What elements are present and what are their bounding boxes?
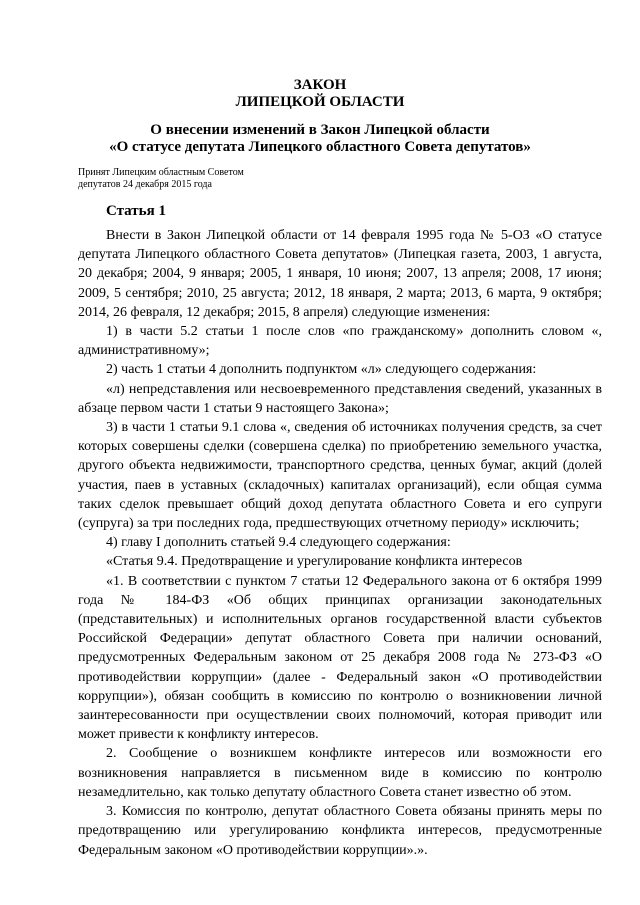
paragraph-article-9-4-heading: «Статья 9.4. Предотвращение и урегулирование конфликта интересов <box>106 554 523 570</box>
article-body <box>78 226 602 860</box>
paragraph-item-2: 2) часть 1 статьи 4 дополнить подпунктом «л» следующего содержания: <box>106 362 537 378</box>
law-subject-line2: «О статусе депутата Липецкого областного Совета депутатов» <box>109 139 531 155</box>
paragraph-intro: Внести в Закон Липецкой области от 14 февраля 1995 года № 5-ОЗ «О статусе депутата Липецкого областного Совета депутатов» (Липецкая газета, 2003, 1 августа, 20 декабря; 2004, 9 января; 2005, 1 января, 10 июня; 2007, 13 апреля; 2008, 17 июня; 2009, 5 сентября; 2010, 25 августа; 2012, 18 января, 2 марта; 2013, 6 марта, 9 октября; 2014, 26 февраля, 12 декабря; 2015, 8 апреля) следующие изменения: <box>78 228 602 320</box>
law-subject-line1: О внесении изменений в Закон Липецкой области <box>150 122 490 138</box>
article-heading: Статья 1 <box>106 203 166 219</box>
adoption-note <box>78 167 378 191</box>
paragraph-item-1: 1) в части 5.2 статьи 1 после слов «по гражданскому» дополнить словом «, административному»; <box>78 324 602 359</box>
law-title: ЗАКОН <box>293 77 347 93</box>
paragraph-item-3: 3) в части 1 статьи 9.1 слова «, сведения об источниках получения средств, за счет которых совершены сделки (совершена сделка) по приобретению земельного участка, другого объекта недвижимости, транспортного средства, ценных бумаг, акций (долей участия, паев в уставных (складочных) капиталах организаций), если общая сумма таких сделок превышает общий доход депутата областного Совета и его супруги (супруга) за три последних года, предшествующих отчетному периоду» исключить; <box>78 420 602 532</box>
adoption-note-line2: депутатов 24 декабря 2015 года <box>78 179 212 190</box>
region-title: ЛИПЕЦКОЙ ОБЛАСТИ <box>235 94 405 110</box>
paragraph-subitem-l: «л) непредставления или несвоевременного представления сведений, указанных в абзаце первом части 1 статьи 9 настоящего Закона»; <box>78 381 602 416</box>
paragraph-point-3: 3. Комиссия по контролю, депутат областного Совета обязаны принять меры по предотвращению или урегулированию конфликта интересов, предусмотренные Федеральным законом «О противодействии коррупции».». <box>78 804 602 858</box>
adoption-note-line1: Принят Липецким областным Советом <box>78 167 244 178</box>
paragraph-item-4: 4) главу I дополнить статьей 9.4 следующего содержания: <box>106 535 451 551</box>
paragraph-point-2: 2. Сообщение о возникшем конфликте интересов или возможности его возникновения направляется в письменном виде в комиссию по контролю незамедлительно, как только депутату областного Совета станет известно об этом. <box>78 746 602 800</box>
paragraph-point-1: «1. В соответствии с пунктом 7 статьи 12 Федерального закона от 6 октября 1999 года № 184-ФЗ «Об общих принципах организации законодательных (представительных) и исполнительных органов государственной власти субъектов Российской Федерации» депутат областного Совета при наличии оснований, предусмотренных Федеральным законом от 25 декабря 2008 года № 273-ФЗ «О противодействии коррупции» (далее - Федеральный закон «О противодействии коррупции»), обязан сообщить в комиссию по контролю о возникновении личной заинтересованности при осуществлении своих полномочий, которая приводит или может привести к конфликту интересов. <box>78 573 602 743</box>
